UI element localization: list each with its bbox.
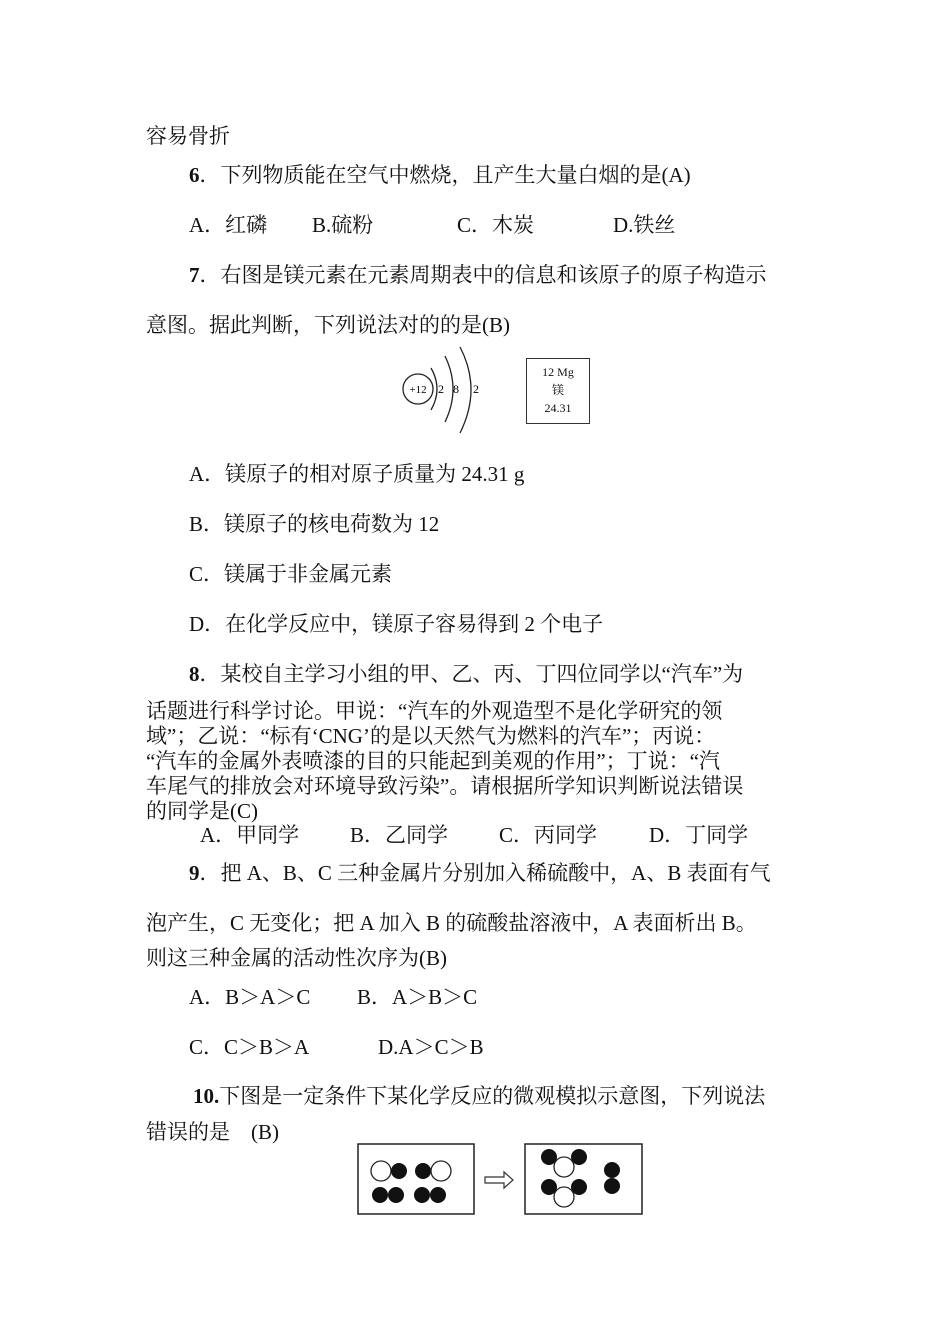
shell-electrons: 2 — [473, 382, 479, 396]
question-7-cont: 意图。据此判断，下列说法对的的是(B) — [146, 313, 510, 337]
question-text: ．右图是镁元素在元素周期表中的信息和该原子的原子构造示 — [199, 263, 767, 287]
question-text: ．下列物质能在空气中燃烧，且产生大量白烟的是(A) — [199, 163, 691, 187]
question-text: 下图是一定条件下某化学反应的微观模拟示意图，下列说法 — [219, 1084, 766, 1108]
element-number-symbol: 12 Mg — [542, 365, 574, 379]
question-6 — [189, 163, 691, 187]
question-number: 6 — [189, 163, 200, 187]
element-cell — [526, 358, 590, 424]
question-7 — [189, 263, 767, 287]
option: A．甲同学 — [200, 823, 300, 847]
atom-structure-diagram — [398, 345, 484, 435]
question-8-cont: 的同学是(C) — [146, 799, 258, 823]
question-10-cont: 错误的是 (B) — [146, 1120, 279, 1144]
question-number: 7 — [189, 263, 200, 287]
question-8-cont: 话题进行科学讨论。甲说：“汽车的外观造型不是化学研究的领 — [146, 699, 723, 723]
question-8-cont: 车尾气的排放会对环境导致污染”。请根据所学知识判断说法错误 — [146, 774, 744, 798]
question-10 — [193, 1084, 765, 1108]
option: B.硫粉 — [312, 213, 374, 237]
products-box — [525, 1144, 642, 1214]
option: C．丙同学 — [499, 823, 598, 847]
option: A．红磷 — [189, 213, 268, 237]
option: A．B＞A＞C — [189, 985, 311, 1009]
question-number: 10. — [193, 1084, 220, 1108]
option: B．乙同学 — [350, 823, 449, 847]
option: C．C＞B＞A — [189, 1035, 310, 1059]
text-line: 容易骨折 — [146, 124, 230, 148]
option: C．木炭 — [457, 213, 535, 237]
question-9-cont: 则这三种金属的活动性次序为(B) — [146, 946, 447, 970]
nucleus-charge: +12 — [409, 384, 427, 396]
option: D．丁同学 — [649, 823, 749, 847]
option: A．镁原子的相对原子质量为 24.31 g — [189, 462, 525, 486]
reaction-diagram — [356, 1142, 646, 1218]
element-name: 镁 — [551, 383, 564, 397]
question-8-cont: 域”；乙说：“标有‘CNG’的是以天然气为燃料的汽车”；丙说： — [146, 724, 716, 748]
question-9-cont: 泡产生，C 无变化；把 A 加入 B 的硫酸盐溶液中，A 表面析出 B。 — [146, 911, 757, 935]
arrow-right-icon — [485, 1172, 513, 1188]
option: D．在化学反应中，镁原子容易得到 2 个电子 — [189, 612, 604, 636]
shell-electrons: 8 — [453, 382, 459, 396]
option: C．镁属于非金属元素 — [189, 562, 393, 586]
question-8-cont: “汽车的金属外表喷漆的目的只能起到美观的作用”；丁说：“汽 — [146, 749, 720, 773]
option: B．A＞B＞C — [357, 985, 478, 1009]
shell-electrons: 2 — [438, 382, 444, 396]
element-mass: 24.31 — [544, 401, 572, 415]
question-8 — [189, 662, 743, 686]
question-9 — [189, 861, 771, 885]
question-text: ．把 A、B、C 三种金属片分别加入稀硫酸中，A、B 表面有气 — [199, 861, 771, 885]
question-number: 9 — [189, 861, 200, 885]
option: D.A＞C＞B — [378, 1035, 484, 1059]
option: B．镁原子的核电荷数为 12 — [189, 512, 440, 536]
reactants-box — [358, 1144, 474, 1214]
question-number: 8 — [189, 662, 200, 686]
option: D.铁丝 — [613, 213, 676, 237]
question-text: ．某校自主学习小组的甲、乙、丙、丁四位同学以“汽车”为 — [199, 662, 744, 686]
